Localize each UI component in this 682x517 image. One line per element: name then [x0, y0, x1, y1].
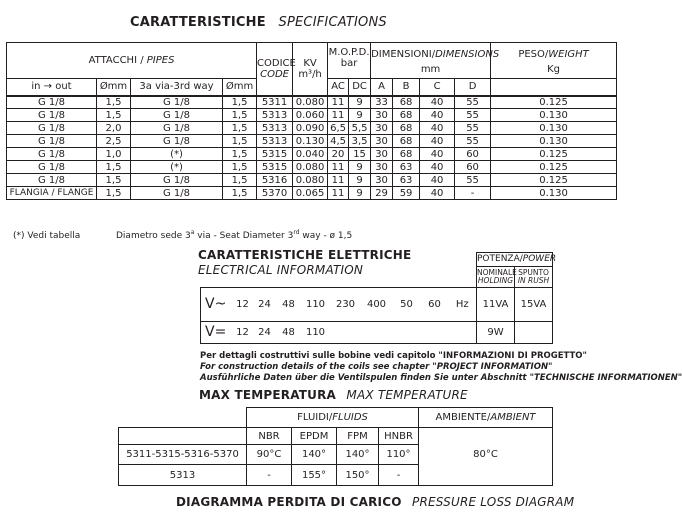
- spec-row: [7, 161, 617, 174]
- weight-cell: 0.130: [491, 187, 617, 200]
- mopd-ac-cell: 11: [328, 161, 349, 174]
- coil-note-it: Per dettagli costruttivi sulle bobine vedi capitolo "INFORMAZIONI DI PROGETTO": [200, 351, 587, 361]
- temp-epdm-2: 155°: [292, 465, 337, 486]
- ac-hz-50: 50: [393, 288, 421, 322]
- holding-header: NOMINALE HOLDING: [477, 267, 515, 288]
- in-out-cell: G 1/8: [7, 161, 97, 174]
- dc-symbol: V=: [201, 322, 233, 344]
- diagram-heading: [176, 495, 574, 509]
- kv-cell: 0.065: [293, 187, 328, 200]
- in-out-cell: G 1/8: [7, 174, 97, 187]
- spec-row: [7, 96, 617, 109]
- dim-a-cell: 30: [371, 161, 393, 174]
- mopd-ac-cell: 11: [328, 96, 349, 109]
- mopd-header: M.O.P.D. bar: [328, 43, 371, 79]
- in-out-cell: G 1/8: [7, 109, 97, 122]
- dim-b-cell: 59: [393, 187, 420, 200]
- third-way-cell: (*): [131, 161, 223, 174]
- dim-c-cell: 40: [420, 109, 455, 122]
- dim-b-cell: 68: [393, 135, 420, 148]
- dc-v-24: 24: [253, 322, 277, 344]
- ac-holding-power: 11VA: [477, 288, 515, 322]
- diameter-cell: 2,0: [97, 122, 131, 135]
- dim-d-cell: 60: [455, 148, 491, 161]
- mopd-dc-cell: 9: [349, 109, 371, 122]
- dim-b-cell: 68: [393, 109, 420, 122]
- dim-c-cell: 40: [420, 187, 455, 200]
- diagram-subtitle: PRESSURE LOSS DIAGRAM: [412, 495, 575, 509]
- mopd-dc-cell: 15: [349, 148, 371, 161]
- dim-b-cell: 68: [393, 96, 420, 109]
- weight-cell: 0.125: [491, 174, 617, 187]
- ac-v-24: 24: [253, 288, 277, 322]
- temp-epdm-1: 140°: [292, 445, 337, 465]
- weight-cell: 0.125: [491, 96, 617, 109]
- diameter-2-cell: 1,5: [223, 148, 257, 161]
- dim-d-cell: 55: [455, 96, 491, 109]
- mopd-dc-cell: 9: [349, 174, 371, 187]
- specifications-table: [6, 42, 617, 200]
- mopd-ac-cell: 11: [328, 174, 349, 187]
- dc-v-110: 110: [301, 322, 331, 344]
- dc-v-12: 12: [233, 322, 253, 344]
- spec-row: [7, 148, 617, 161]
- ambient-blank: [419, 428, 553, 445]
- code-cell: 5315: [257, 161, 293, 174]
- temp-codes-2: 5313: [119, 465, 247, 486]
- weight-cell: 0.125: [491, 161, 617, 174]
- spec-row: [7, 122, 617, 135]
- spec-row: [7, 187, 617, 200]
- diameter-cell: 1,5: [97, 187, 131, 200]
- in-out-cell: G 1/8: [7, 122, 97, 135]
- pipes-header: ATTACCHI / PIPES: [7, 43, 257, 79]
- spec-rows: [7, 96, 617, 200]
- mopd-dc-cell: 3,5: [349, 135, 371, 148]
- dc-blank-1: [331, 322, 361, 344]
- heading-main: CARATTERISTICHE: [130, 15, 266, 30]
- electrical-heading: CARATTERISTICHE ELETTRICHE: [198, 248, 412, 262]
- dimensions-header: DIMENSIONI/DIMENSIONS mm: [371, 43, 491, 79]
- mopd-ac-cell: 4,5: [328, 135, 349, 148]
- diameter-2-cell: 1,5: [223, 174, 257, 187]
- weight-cell: 0.130: [491, 109, 617, 122]
- dim-c-cell: 40: [420, 135, 455, 148]
- temp-fpm-2: 150°: [337, 465, 379, 486]
- code-cell: 5313: [257, 122, 293, 135]
- see-table-note: (*) Vedi tabella: [13, 231, 81, 241]
- code-cell: 5315: [257, 148, 293, 161]
- spec-row: [7, 174, 617, 187]
- ambient-temperature: 80°C: [419, 445, 553, 486]
- third-way-cell: G 1/8: [131, 135, 223, 148]
- dim-d-header: D: [455, 79, 491, 96]
- temp-hnbr-2: -: [379, 465, 419, 486]
- kv-cell: 0.130: [293, 135, 328, 148]
- in-out-cell: FLANGIA / FLANGE: [7, 187, 97, 200]
- dim-c-cell: 40: [420, 161, 455, 174]
- heading-sub: SPECIFICATIONS: [278, 15, 387, 30]
- dim-c-cell: 40: [420, 96, 455, 109]
- code-cell: 5370: [257, 187, 293, 200]
- dim-d-cell: 55: [455, 135, 491, 148]
- diameter-2-cell: 1,5: [223, 122, 257, 135]
- temperature-subtitle: MAX TEMPERATURE: [346, 388, 468, 402]
- diameter-2-header: Ømm: [223, 79, 257, 96]
- dim-d-cell: 55: [455, 122, 491, 135]
- dc-blank-5: [449, 322, 477, 344]
- dc-inrush-power: [515, 322, 553, 344]
- mopd-dc-cell: 9: [349, 96, 371, 109]
- dim-b-cell: 63: [393, 161, 420, 174]
- dim-b-cell: 68: [393, 148, 420, 161]
- third-way-header: 3a via-3rd way: [131, 79, 223, 96]
- dc-voltage-row: [201, 322, 553, 344]
- header-row-1: [7, 43, 617, 79]
- diameter-cell: 1,5: [97, 96, 131, 109]
- ac-v-230: 230: [331, 288, 361, 322]
- kv-cell: 0.090: [293, 122, 328, 135]
- third-way-cell: (*): [131, 148, 223, 161]
- third-way-cell: G 1/8: [131, 122, 223, 135]
- diagram-title: DIAGRAMMA PERDITA DI CARICO: [176, 495, 402, 509]
- weight-cell: 0.130: [491, 122, 617, 135]
- in-out-header: in → out: [7, 79, 97, 96]
- dim-d-cell: 60: [455, 161, 491, 174]
- third-way-cell: G 1/8: [131, 187, 223, 200]
- mopd-ac-cell: 6,5: [328, 122, 349, 135]
- ac-v-12: 12: [233, 288, 253, 322]
- diameter-header: Ømm: [97, 79, 131, 96]
- kv-cell: 0.040: [293, 148, 328, 161]
- ambient-header: AMBIENTE/AMBIENT: [419, 408, 553, 428]
- diameter-2-cell: 1,5: [223, 109, 257, 122]
- kv-header: KV m³/h: [293, 43, 328, 96]
- dim-a-cell: 29: [371, 187, 393, 200]
- dim-b-cell: 68: [393, 122, 420, 135]
- spec-row: [7, 135, 617, 148]
- fluids-header: FLUIDI/FLUIDS: [247, 408, 419, 428]
- nbr-header: NBR: [247, 428, 292, 445]
- in-out-cell: G 1/8: [7, 135, 97, 148]
- dim-c-cell: 40: [420, 148, 455, 161]
- temperature-heading: [199, 388, 468, 402]
- dim-d-cell: -: [455, 187, 491, 200]
- weight-empty-header: [491, 79, 617, 96]
- temp-nbr-1: 90°C: [247, 445, 292, 465]
- dim-b-cell: 63: [393, 174, 420, 187]
- coil-note-en: For construction details of the coils see chapter "PROJECT INFORMATION": [200, 362, 553, 372]
- temp-hnbr-1: 110°: [379, 445, 419, 465]
- power-header-table: [476, 252, 557, 288]
- ac-header: AC: [328, 79, 349, 96]
- coil-note-de: Ausführliche Daten über die Ventilspulen finden Sie unter Abschnitt "TECHNISCHE INFORMATIONEN": [200, 373, 682, 383]
- temp-corner-cell-2: [119, 428, 247, 445]
- dim-a-header: A: [371, 79, 393, 96]
- temp-codes-1: 5311-5315-5316-5370: [119, 445, 247, 465]
- diameter-2-cell: 1,5: [223, 161, 257, 174]
- dim-c-cell: 40: [420, 174, 455, 187]
- diameter-2-cell: 1,5: [223, 135, 257, 148]
- dim-c-cell: 40: [420, 122, 455, 135]
- mopd-ac-cell: 20: [328, 148, 349, 161]
- ac-symbol: V~: [201, 288, 233, 322]
- dc-v-48: 48: [277, 322, 301, 344]
- diameter-cell: 1,5: [97, 109, 131, 122]
- kv-cell: 0.060: [293, 109, 328, 122]
- temperature-title: MAX TEMPERATURA: [199, 388, 337, 402]
- mopd-dc-cell: 5,5: [349, 122, 371, 135]
- third-way-cell: G 1/8: [131, 174, 223, 187]
- temperature-table: [118, 407, 553, 486]
- hnbr-header: HNBR: [379, 428, 419, 445]
- dc-blank-4: [421, 322, 449, 344]
- ac-hz-60: 60: [421, 288, 449, 322]
- dc-header: DC: [349, 79, 371, 96]
- epdm-header: EPDM: [292, 428, 337, 445]
- dim-a-cell: 30: [371, 148, 393, 161]
- code-cell: 5316: [257, 174, 293, 187]
- ac-v-400: 400: [361, 288, 393, 322]
- dim-a-cell: 30: [371, 109, 393, 122]
- dim-a-cell: 30: [371, 122, 393, 135]
- dc-holding-power: 9W: [477, 322, 515, 344]
- dim-c-header: C: [420, 79, 455, 96]
- weight-header: PESO/WEIGHT Kg: [491, 43, 617, 79]
- dim-a-cell: 30: [371, 174, 393, 187]
- temp-nbr-2: -: [247, 465, 292, 486]
- dim-a-cell: 30: [371, 135, 393, 148]
- diameter-cell: 1,5: [97, 174, 131, 187]
- in-out-cell: G 1/8: [7, 96, 97, 109]
- ac-v-48: 48: [277, 288, 301, 322]
- weight-cell: 0.125: [491, 148, 617, 161]
- spec-row: [7, 109, 617, 122]
- mopd-ac-cell: 11: [328, 187, 349, 200]
- code-header: CODICE CODE: [257, 43, 293, 96]
- ac-inrush-power: 15VA: [515, 288, 553, 322]
- fpm-header: FPM: [337, 428, 379, 445]
- dim-d-cell: 55: [455, 174, 491, 187]
- third-way-cell: G 1/8: [131, 96, 223, 109]
- seat-diameter-note: Diametro sede 3$^a$ via - Seat Diameter 3rd way - ø 1,5: [116, 229, 353, 241]
- dim-b-header: B: [393, 79, 420, 96]
- code-cell: 5313: [257, 135, 293, 148]
- ac-voltage-row: [201, 288, 553, 322]
- kv-cell: 0.080: [293, 174, 328, 187]
- temp-row-1: [119, 445, 553, 465]
- weight-cell: 0.130: [491, 135, 617, 148]
- dim-a-cell: 33: [371, 96, 393, 109]
- third-way-cell: G 1/8: [131, 109, 223, 122]
- dim-d-cell: 55: [455, 109, 491, 122]
- ac-v-110: 110: [301, 288, 331, 322]
- temp-corner-cell: [119, 408, 247, 428]
- code-cell: 5313: [257, 109, 293, 122]
- dc-blank-2: [361, 322, 393, 344]
- diameter-cell: 1,0: [97, 148, 131, 161]
- temp-fpm-1: 140°: [337, 445, 379, 465]
- diameter-cell: 2,5: [97, 135, 131, 148]
- in-out-cell: G 1/8: [7, 148, 97, 161]
- code-cell: 5311: [257, 96, 293, 109]
- kv-cell: 0.080: [293, 161, 328, 174]
- diameter-2-cell: 1,5: [223, 96, 257, 109]
- diameter-2-cell: 1,5: [223, 187, 257, 200]
- diameter-cell: 1,5: [97, 161, 131, 174]
- kv-cell: 0.080: [293, 96, 328, 109]
- dc-blank-3: [393, 322, 421, 344]
- electrical-subheading: ELECTRICAL INFORMATION: [198, 263, 364, 277]
- mopd-dc-cell: 9: [349, 187, 371, 200]
- specifications-heading: [130, 15, 387, 30]
- ac-hz-unit: Hz: [449, 288, 477, 322]
- mopd-ac-cell: 11: [328, 109, 349, 122]
- voltage-table: [200, 287, 553, 344]
- power-header: POTENZA/POWER: [477, 253, 553, 267]
- mopd-dc-cell: 9: [349, 161, 371, 174]
- inrush-header: SPUNTO IN RUSH: [515, 267, 553, 288]
